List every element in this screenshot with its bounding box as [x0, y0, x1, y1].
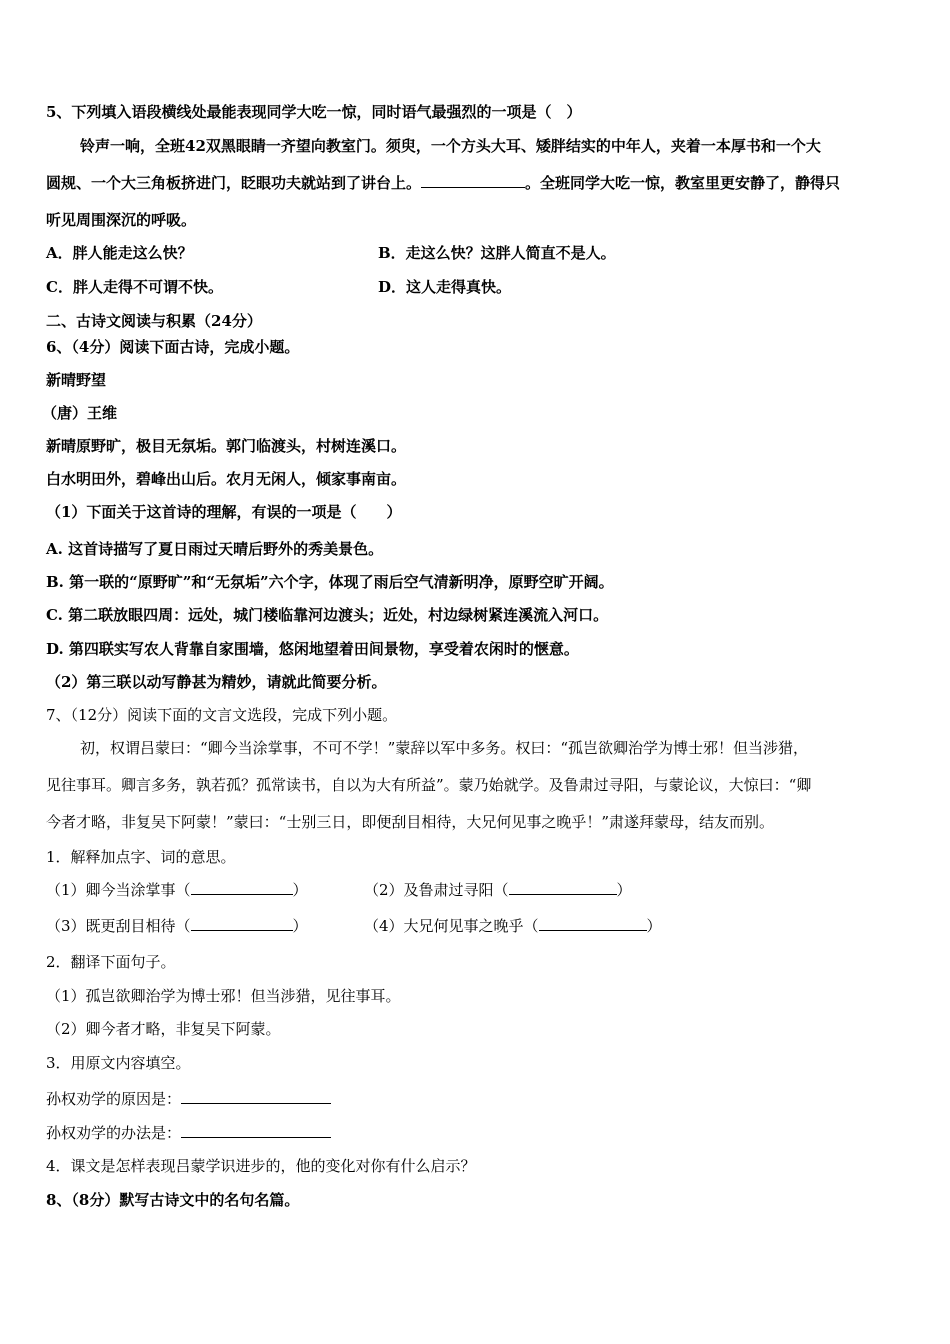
q6-title: 6、（4分）阅读下面古诗，完成小题。 — [46, 338, 300, 356]
q7-sub3-title: 3．用原文内容填空。 — [46, 1054, 191, 1072]
q8-title: 8、（8分）默写古诗文中的名句名篇。 — [46, 1191, 300, 1209]
q5-title: 5、下列填入语段横线处最能表现同学大吃一惊，同时语气最强烈的一项是（ ） — [46, 103, 582, 121]
answer-blank[interactable] — [539, 916, 647, 931]
q7-sub2-item1: （1）孤岂欲卿治学为博士邪！但当涉猎，见往事耳。 — [46, 987, 401, 1005]
q7-text-line3: 今者才略，非复吴下阿蒙！”蒙曰：“士别三日，即便刮目相待，大兄何见事之晚乎！”肃遂拜蒙母，结友而别。 — [46, 813, 775, 831]
q7-text-line2: 见往事耳。卿言多务，孰若孤？孤常读书，自以为大有所益”。蒙乃始就学。及鲁肃过寻阳，与蒙论议，大惊曰：“卿 — [46, 776, 812, 794]
answer-blank[interactable] — [191, 880, 293, 895]
q5-passage-line2-start: 圆规、一个大三角板挤进门，眨眼功夫就站到了讲台上。 — [46, 174, 422, 192]
answer-blank[interactable] — [191, 916, 293, 931]
q6-sub1: （1）下面关于这首诗的理解，有误的一项是（ ） — [46, 503, 402, 521]
q6-option-d[interactable]: D. 第四联实写农人背靠自家围墙，悠闲地望着田间景物，享受着农闲时的惬意。 — [46, 640, 579, 658]
q5-passage-line2 — [46, 173, 840, 193]
q7-title: 7、（12分）阅读下面的文言文选段，完成下列小题。 — [46, 706, 398, 724]
answer-blank[interactable] — [509, 880, 617, 895]
q5-passage-line3: 听见周围深沉的呼吸。 — [46, 211, 197, 229]
answer-blank[interactable] — [181, 1123, 331, 1138]
q6-sub2: （2）第三联以动写静甚为精妙，请就此简要分析。 — [46, 673, 387, 691]
q7-text-line1: 初，权谓吕蒙曰：“卿今当涂掌事，不可不学！”蒙辞以军中多务。权曰：“孤岂欲卿治学为博士邪！但当涉猎， — [80, 739, 809, 757]
q7-sub1-item4: （4）大兄何见事之晚乎（ ） — [364, 917, 662, 935]
q6-option-b[interactable]: B. 第一联的“原野旷”和“无氛垢”六个字，体现了雨后空气清新明净，原野空旷开阔。 — [46, 573, 614, 591]
section-2-heading: 二、古诗文阅读与积累（24分） — [46, 312, 262, 330]
q7-sub1-title: 1．解释加点字、词的意思。 — [46, 848, 236, 866]
q5-passage-line1: 铃声一响，全班42双黑眼睛一齐望向教室门。须臾，一个方头大耳、矮胖结实的中年人，夹着一本厚书和一个大 — [80, 137, 821, 155]
q6-option-c[interactable]: C. 第二联放眼四周：远处，城门楼临靠河边渡头；近处，村边绿树紧连溪流入河口。 — [46, 606, 609, 624]
q6-option-a[interactable]: A. 这首诗描写了夏日雨过天晴后野外的秀美景色。 — [46, 540, 384, 558]
q7-sub3-item1: 孙权劝学的原因是： — [46, 1089, 331, 1109]
q5-option-c[interactable]: C．胖人走得不可谓不快。 — [46, 278, 223, 296]
q5-passage-line2-end: 。全班同学大吃一惊，教室里更安静了，静得只 — [525, 174, 841, 192]
q7-sub3-item2: 孙权劝学的办法是： — [46, 1123, 331, 1143]
q7-sub1-item2: （2）及鲁肃过寻阳（ ） — [364, 881, 632, 899]
poem-title: 新晴野望 — [46, 371, 107, 389]
q7-sub2-title: 2．翻译下面句子。 — [46, 953, 176, 971]
q5-answer-blank[interactable] — [421, 173, 525, 188]
q7-sub1-item1: （1）卿今当涂掌事（ ） — [46, 881, 308, 899]
q5-option-b[interactable]: B．走这么快？这胖人简直不是人。 — [378, 244, 616, 262]
answer-blank[interactable] — [181, 1089, 331, 1104]
q5-option-d[interactable]: D．这人走得真快。 — [378, 278, 512, 296]
q5-option-a[interactable]: A．胖人能走这么快？ — [46, 244, 193, 262]
poem-line-1: 新晴原野旷，极目无氛垢。郭门临渡头，村树连溪口。 — [46, 437, 407, 455]
q7-sub2-item2: （2）卿今者才略，非复吴下阿蒙。 — [46, 1020, 281, 1038]
poem-line-2: 白水明田外，碧峰出山后。农月无闲人，倾家事南亩。 — [46, 470, 407, 488]
q7-sub1-item3: （3）既更刮目相待（ ） — [46, 917, 308, 935]
q7-sub4-title: 4．课文是怎样表现吕蒙学识进步的，他的变化对你有什么启示？ — [46, 1157, 476, 1175]
poem-author: （唐）王维 — [42, 404, 118, 422]
